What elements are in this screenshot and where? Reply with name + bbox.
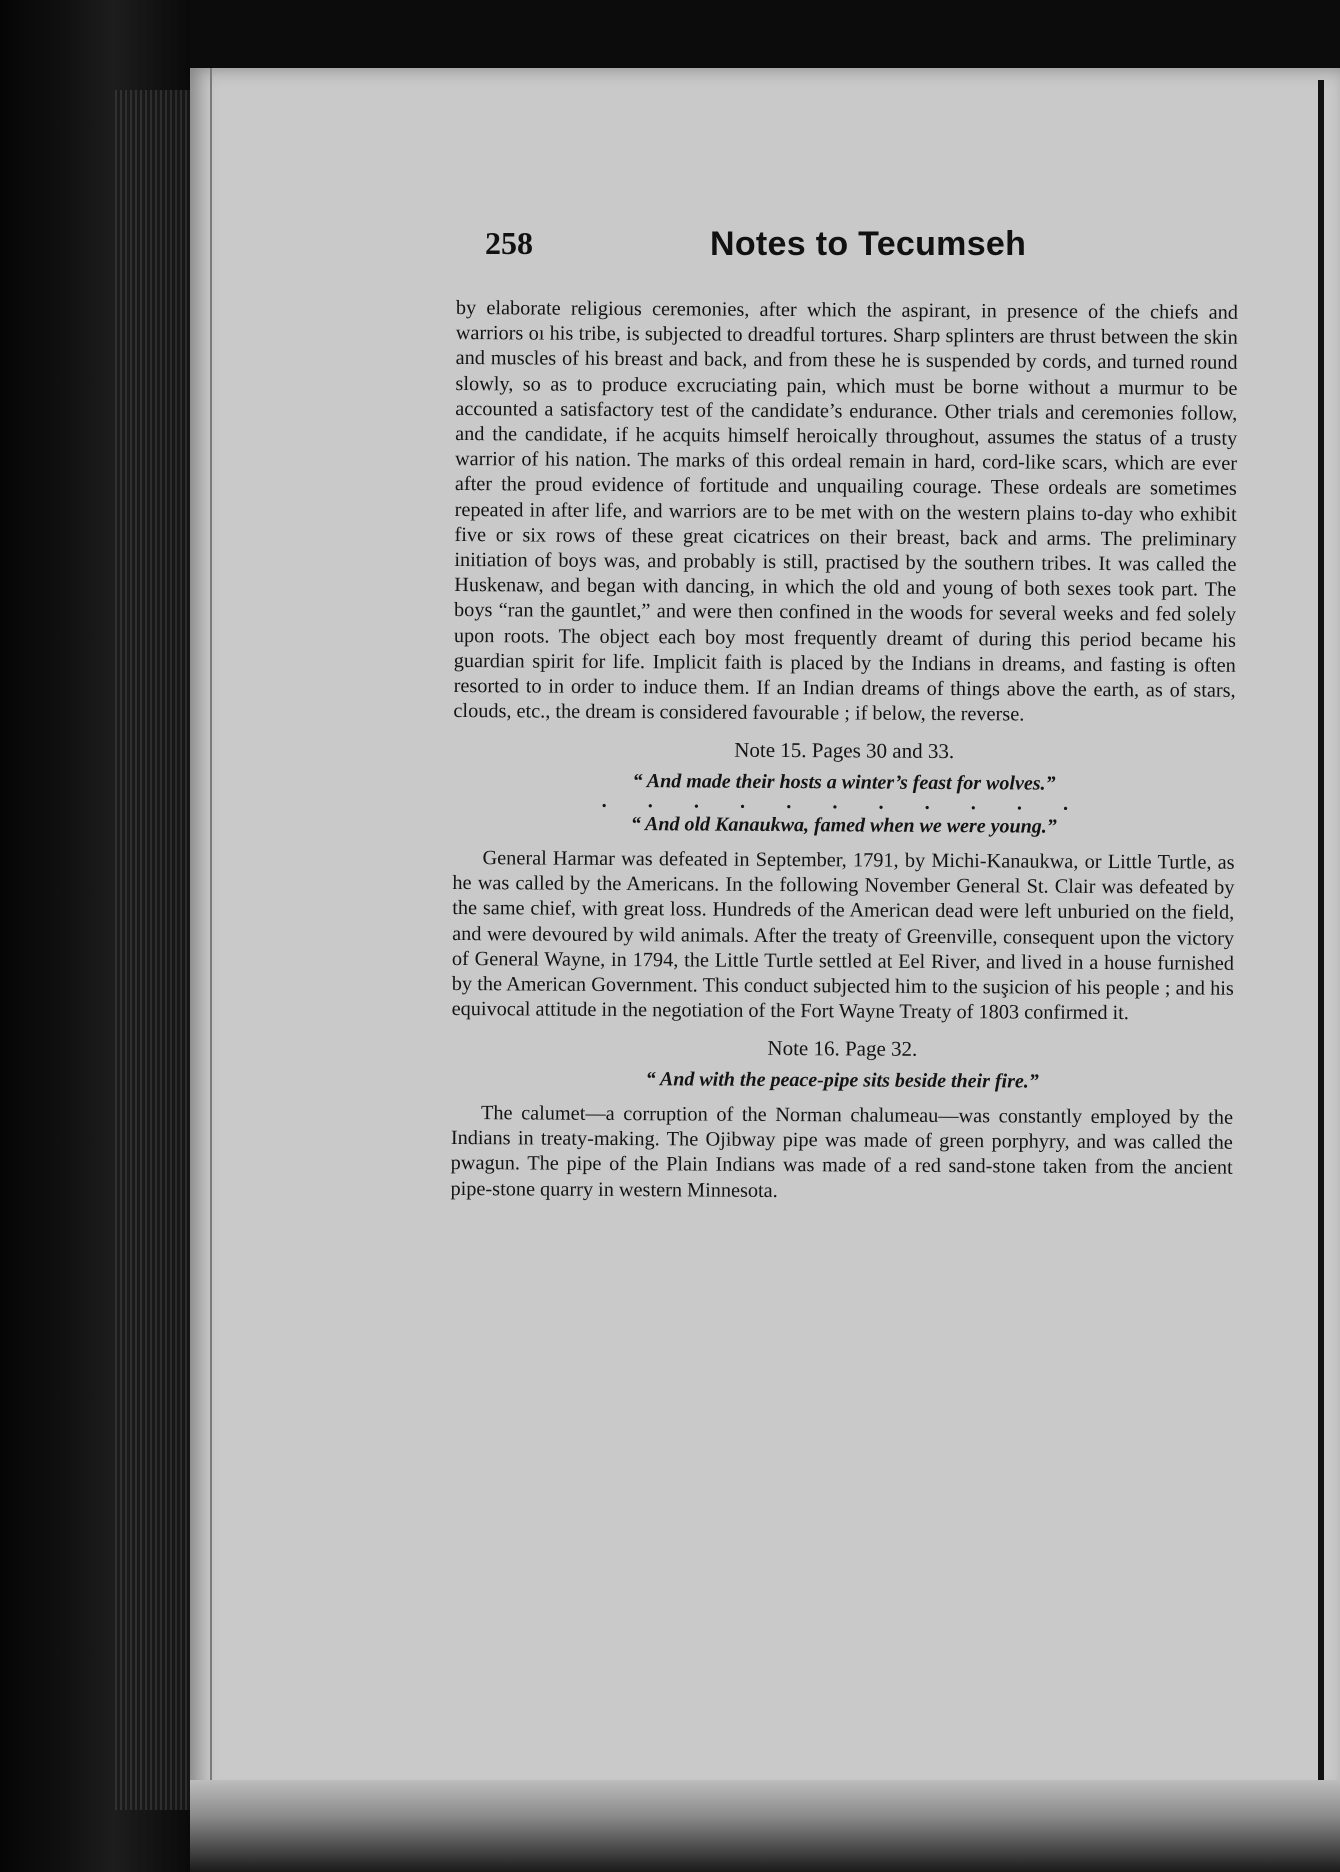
page-right-edge [1318,80,1324,1820]
page-number: 258 [485,225,533,261]
page-text [450,296,1238,1206]
note-15-heading: Note 15. Pages 30 and 33. [734,738,955,764]
page-gutter-line [210,68,212,1798]
note-15-body: General Harmar was defeated in September, 1791, by Michi-Kanaukwa, or Little Turtle, as he was called by the Americans. In the following November General St. Clair was defeated by the same chief, with great loss. Hundreds of the American dead were left unburied on the field, and were devoured by wild animals. After the treaty of Greenville, consequent upon the victory of General Wayne, in 1794, the Little Turtle settled at Eel River, and lived in a house furnished by the American Government. This conduct subjected him to the suşicion of his people ; and his equivocal attitude in the negotiation of the Fort Wayne Treaty of 1803 confirmed it. [451,847,1235,1025]
note-15-epigraph-2: “ And old Kanaukwa, famed when we were young.” [630,812,1057,838]
note-16-body: The calumet—a corruption of the Norman chalumeau—was constantly employed by the Indians in treaty-making. The Ojibway pipe was made of green porphyry, and was called the pwagun. The pipe of the Plain Indians was made of a red sand-stone taken from the ancient pipe-stone quarry in western Minnesota. [450,1102,1234,1202]
note-15-epigraph-1: “ And made their hosts a winter’s feast for wolves.” [632,769,1056,795]
running-title: Notes to Tecumseh [710,225,1027,263]
page-header [485,225,1245,285]
note-16-heading: Note 16. Page 32. [767,1036,918,1062]
continued-paragraph: by elaborate religious ceremonies, after which the aspirant, in presence of the chiefs and warriors oı his tribe, is subjected to dreadful tortures. Sharp splinters are thrust between the skin and muscles of his breast and back, and from these he is suspended by cords, and turned round slowly, so as to produce excruciating pain, which must be borne without a murmur to be accounted a satisfactory test of the candidate’s endurance. Other trials and ceremonies follow, and the candidate, if he acquits himself heroically throughout, assumes the status of a trusty warrior of his nation. The marks of this ordeal remain in hard, cord-like scars, which are ever after the proud evidence of fortitude and unquailing courage. These ordeals are sometimes repeated in after life, and warriors are to be met with on the western plains to-day who exhibit five or six rows of these great cicatrices on their breast, back and arms. The preliminary initiation of boys was, and probably is still, practised by the southern tribes. It was called the Huskenaw, and began with dancing, in which the old and young of both sexes took part. The boys “ran the gauntlet,” and were then confined in the woods for several weeks and fed solely upon roots. The object each boy most frequently dreamt of during this period became his guardian spirit for life. Implicit faith is placed by the Indians in dreams, and fasting is often resorted to in order to induce them. If an Indian dreams of things above the earth, as of stars, clouds, etc., the dream is considered favourable ; if below, the reverse. [453,296,1238,726]
page-bottom-edge [190,1780,1340,1872]
page-edges [115,90,195,1810]
note-15-ellipsis: . . . . . . . . . . . [601,789,1087,815]
note-16-epigraph: “ And with the peace-pipe sits beside their fire.” [645,1067,1039,1093]
